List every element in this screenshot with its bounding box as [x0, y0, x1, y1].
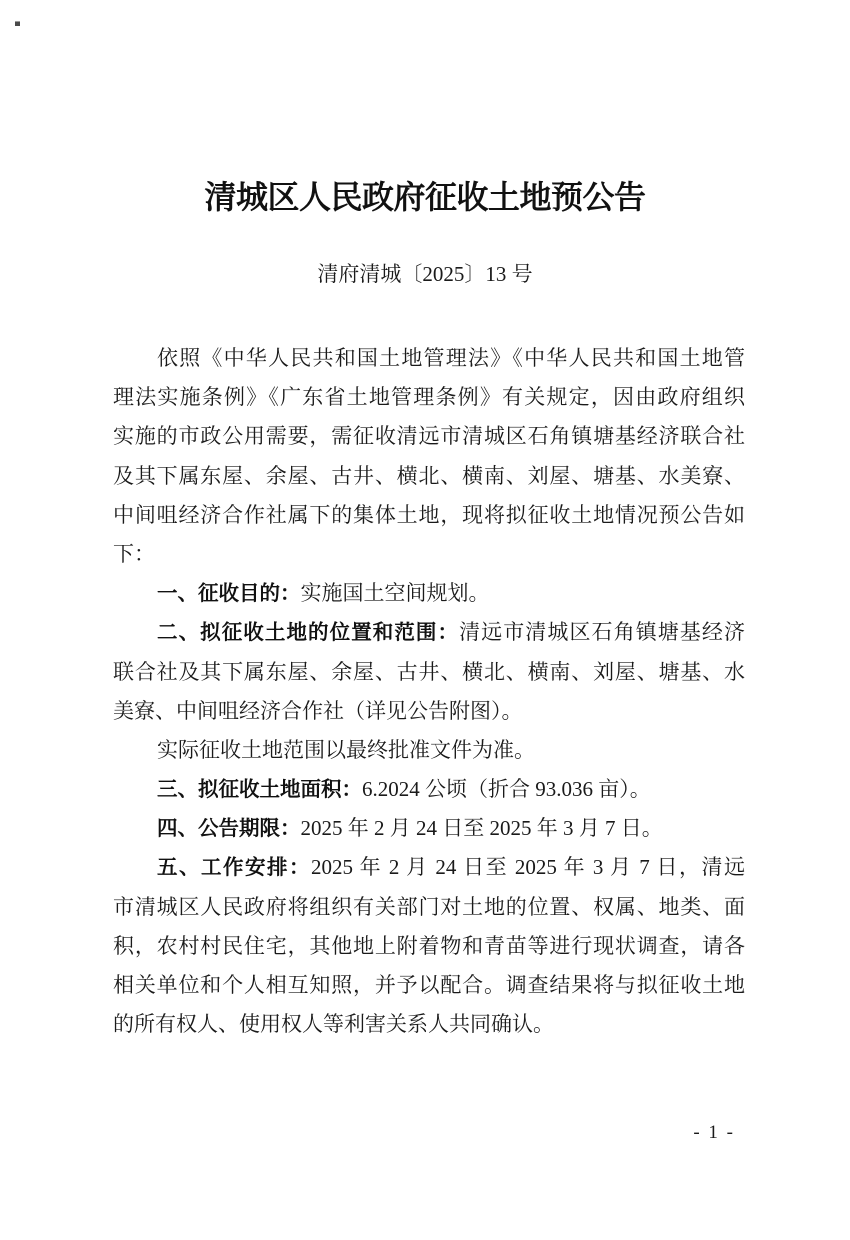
body-line: 三、拟征收土地面积：6.2024 公顷（折合 93.036 亩）。 [157, 777, 651, 802]
body-line: 二、拟征收土地的位置和范围：清远市清城区石角镇塘基经济 [157, 620, 745, 645]
body-line: 积，农村村民住宅，其他地上附着物和青苗等进行现状调查，请各 [113, 933, 745, 958]
document-body [113, 339, 745, 1044]
body-line: 四、公告期限：2025 年 2 月 24 日至 2025 年 3 月 7 日。 [157, 816, 663, 841]
section-label: 四、公告期限： [157, 817, 301, 841]
body-line: 及其下属东屋、余屋、古井、横北、横南、刘屋、塘基、水美寮、 [113, 463, 745, 488]
body-line: 实施的市政公用需要，需征收清远市清城区石角镇塘基经济联合社 [113, 424, 745, 449]
page-number: - 1 - [693, 1122, 735, 1143]
body-line: 相关单位和个人相互知照，并予以配合。调查结果将与拟征收土地 [113, 973, 745, 997]
section-label: 三、拟征收土地面积： [157, 778, 362, 802]
body-line: 理法实施条例》《广东省土地管理条例》有关规定，因由政府组织 [113, 385, 745, 410]
section-label: 一、征收目的： [157, 582, 301, 606]
body-line: 的所有权人、使用权人等利害关系人共同确认。 [113, 1012, 554, 1037]
section-label: 二、拟征收土地的位置和范围： [157, 621, 460, 645]
body-line: 中间咀经济合作社属下的集体土地，现将拟征收土地情况预公告如 [113, 502, 745, 527]
body-line: 美寮、中间咀经济合作社（详见公告附图）。 [113, 698, 523, 723]
body-line: 市清城区人民政府将组织有关部门对土地的位置、权属、地类、面 [113, 894, 745, 919]
section-label: 五、工作安排： [157, 856, 311, 880]
document-number: 清府清城〔2025〕13 号 [317, 262, 533, 286]
body-line: 联合社及其下属东屋、余屋、古井、横北、横南、刘屋、塘基、水 [113, 659, 745, 684]
body-line: 五、工作安排：2025 年 2 月 24 日至 2025 年 3 月 7 日，清远 [157, 855, 745, 880]
body-line: 依照《中华人民共和国土地管理法》《中华人民共和国土地管 [157, 346, 745, 370]
body-line: 下： [113, 541, 155, 566]
body-line: 一、征收目的：实施国土空间规划。 [157, 581, 490, 606]
body-line: 实际征收土地范围以最终批准文件为准。 [157, 737, 535, 762]
document-title: 清城区人民政府征收土地预公告 [204, 179, 646, 215]
scan-artifact [15, 21, 20, 26]
